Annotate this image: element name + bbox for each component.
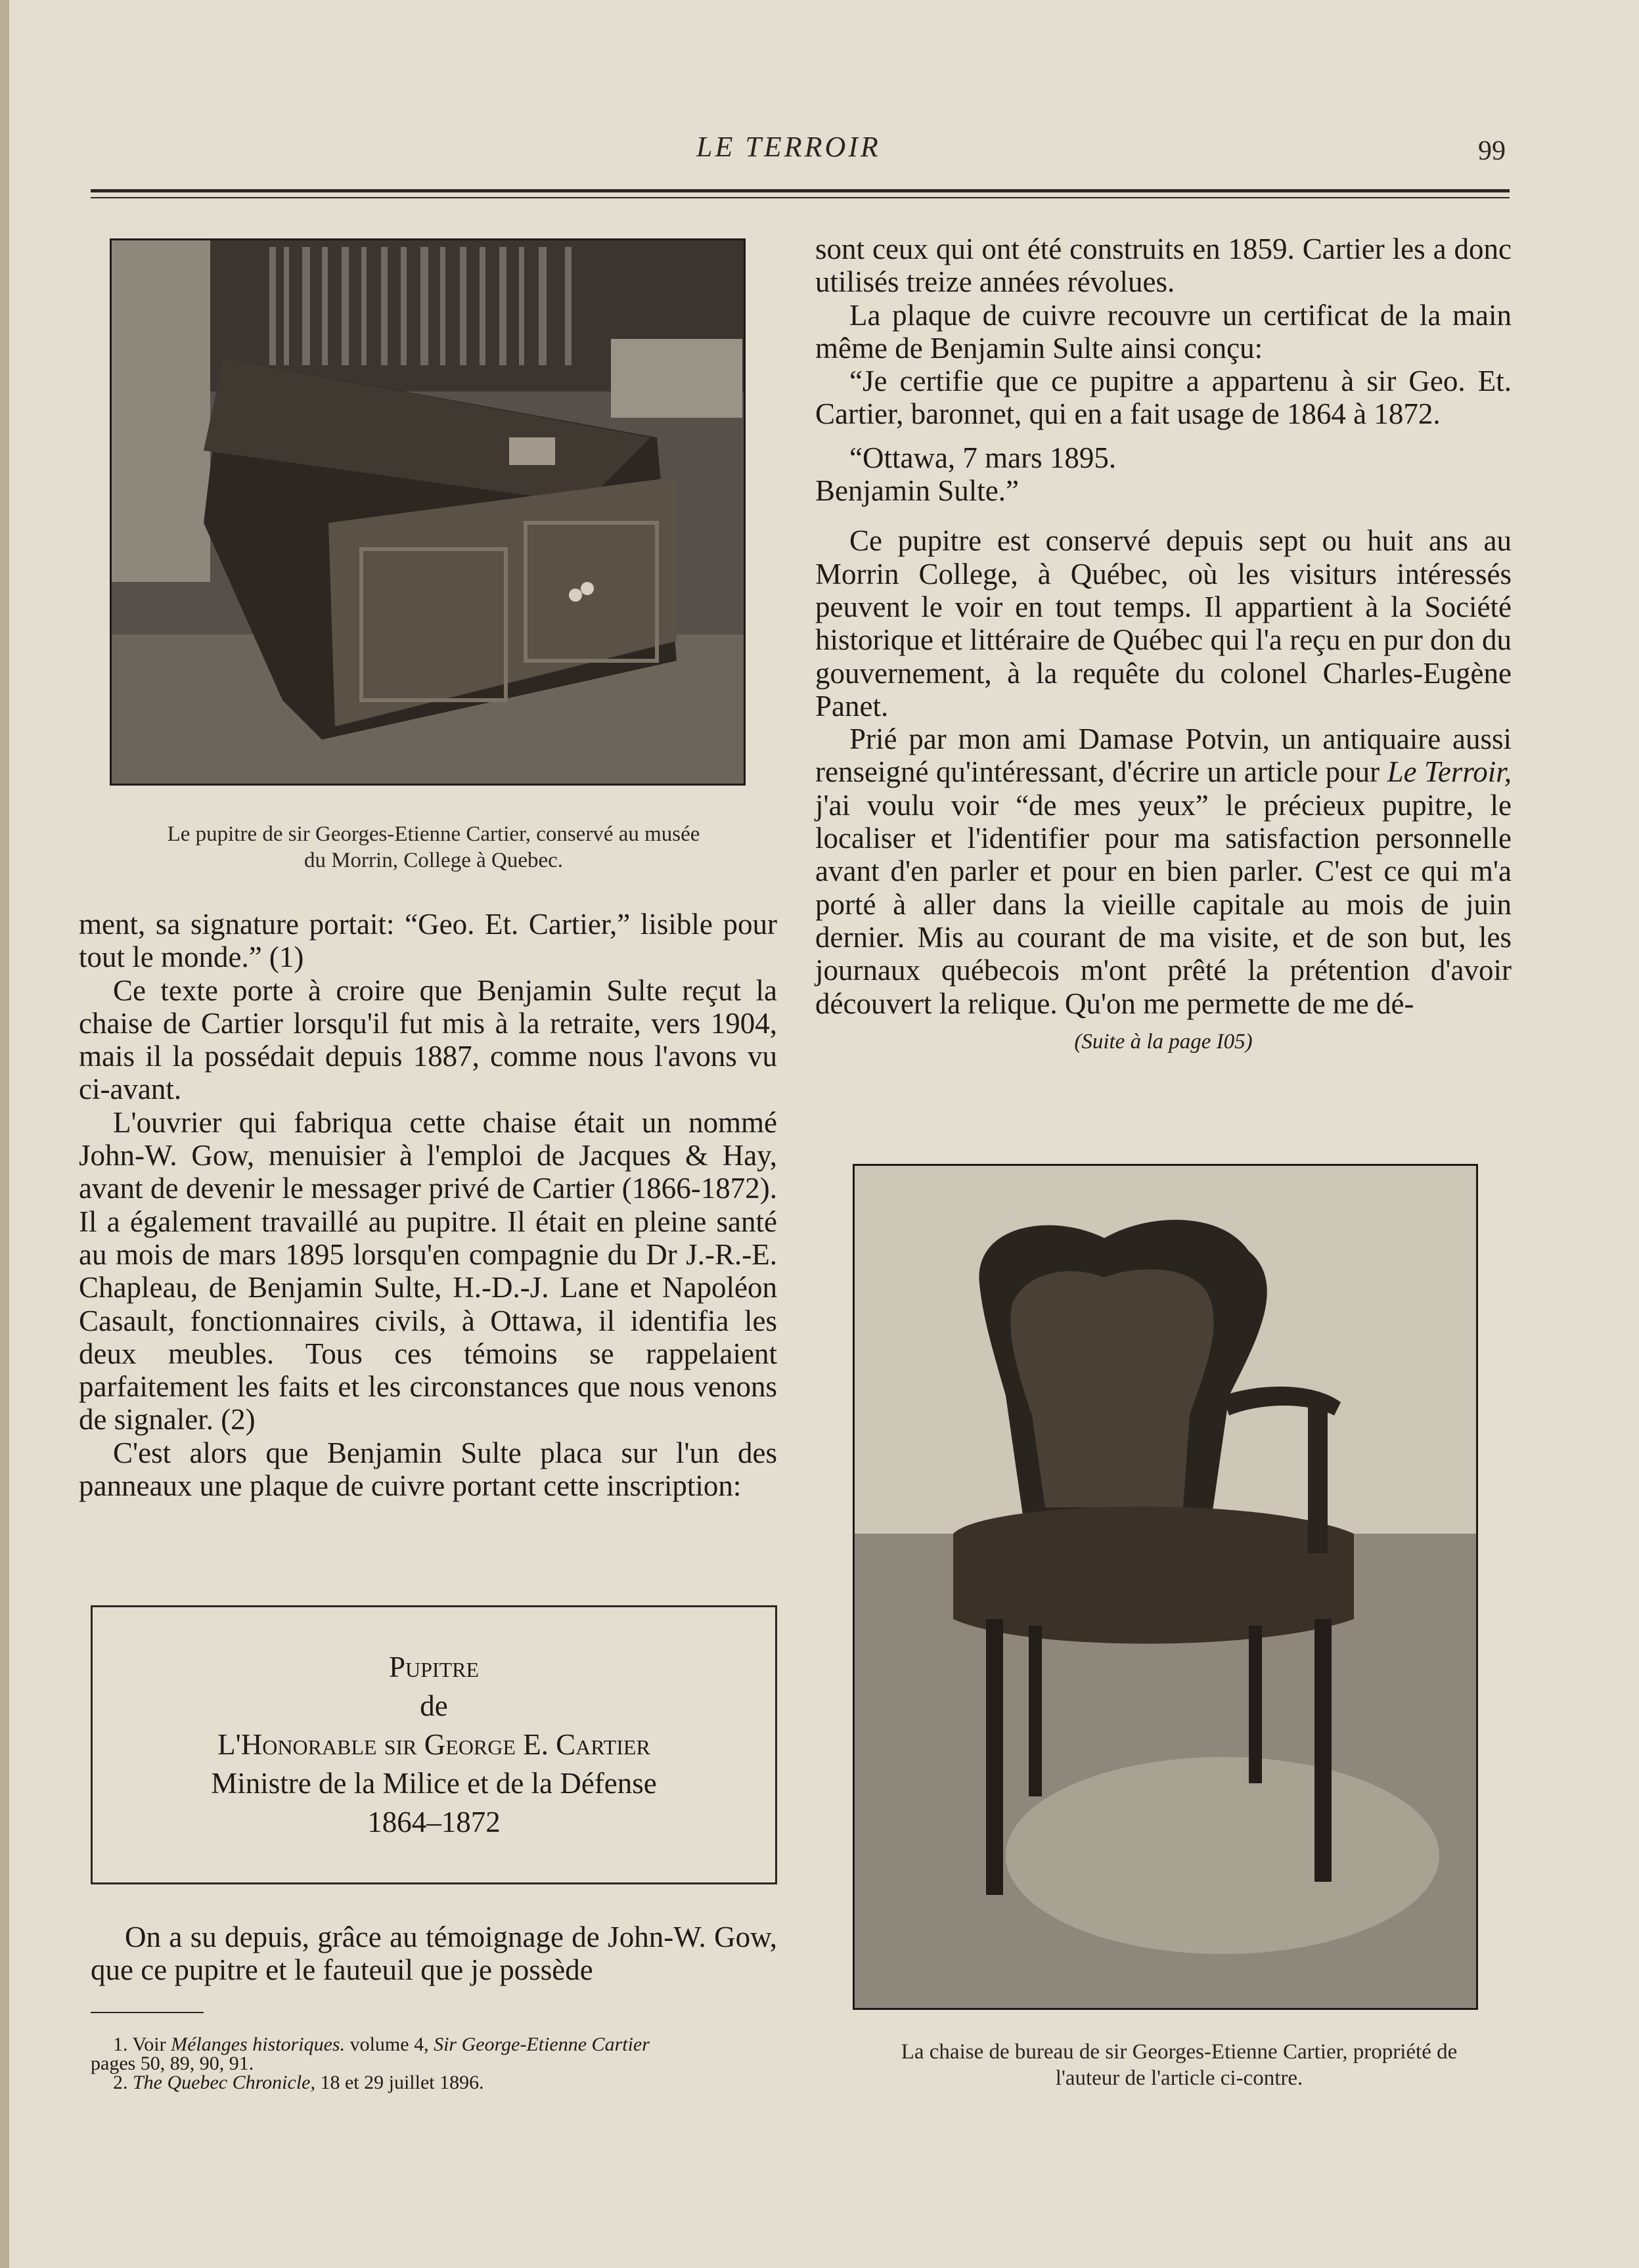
footnote-1-part-a: 1. Voir <box>113 2034 171 2055</box>
footnote-1-part-d: Sir George-Etienne Cartier <box>434 2034 650 2055</box>
right-paragraph-3: “Je certifie que ce pupitre a appartenu à sir Geo. Et. Cartier, baronnet, qui en a fait usage de 1864 à 1872. <box>815 365 1512 431</box>
left-paragraph-1: ment, sa signature portait: “Geo. Et. Cartier,” lisible pour tout le monde.” (1) <box>79 908 777 974</box>
right-paragraph-7-italic: Le Terroir, <box>1387 755 1512 789</box>
right-paragraph-7 <box>815 723 1512 1020</box>
page-number: 99 <box>1478 136 1506 166</box>
chair-photo-icon <box>855 1166 1476 2008</box>
chair-photo <box>853 1164 1478 2010</box>
desk-caption <box>79 821 788 874</box>
right-signature: Benjamin Sulte.” <box>815 474 1019 508</box>
left-paragraph-5: On a su depuis, grâce au témoignage de John-W. Gow, que ce pupitre et le fauteuil que je possède <box>91 1921 777 1987</box>
left-paragraph-3: L'ouvrier qui fabriqua cette chaise était un nommé John-W. Gow, menuisier à l'emploi de Jacques & Hay, avant de devenir le messager privé de Cartier (1866-1872). Il a également travaillé au pupitre. Il était en pleine santé au mois de mars 1895 lorsqu'en compagnie du Dr J.-R.-E. Chapleau, de Benjamin Sulte, H.-D.-J. Lane et Napoléon Casault, fonctionnaires civils, à Ottawa, il identifia les deux meubles. Tous ces témoins se rappelaient parfaitement les faits et les circonstances que nous venons de signaler. (2) <box>79 1105 777 1436</box>
right-paragraph-4: “Ottawa, 7 mars 1895. <box>849 441 1117 474</box>
footnote-1 <box>91 2035 794 2054</box>
chair-caption <box>815 2039 1544 2091</box>
desk-photo-icon <box>112 240 744 784</box>
plaque-line4: Ministre de la Milice et de la Défense <box>211 1767 657 1800</box>
desk-caption-line1: Le pupitre de sir Georges-Etienne Cartier, conservé au musée <box>167 822 700 846</box>
footnote-1-continued: pages 50, 89, 90, 91. <box>91 2053 254 2074</box>
plaque-line2: de <box>420 1689 448 1722</box>
chair-caption-line2: l'auteur de l'article ci-contre. <box>1055 2066 1303 2090</box>
footnote-1-part-b: Mélanges historiques. <box>171 2034 346 2055</box>
footnotes <box>91 2035 794 2092</box>
left-paragraph-2: Ce texte porte à croire que Benjamin Sulte reçut la chaise de Cartier lorsqu'il fut mis à la retraite, vers 1904, mais il la possédait depuis 1887, comme nous l'avons vu ci-avant. <box>79 973 777 1106</box>
left-column <box>79 908 777 1502</box>
right-paragraph-2: La plaque de cuivre recouvre un certificat de la main même de Benjamin Sulte ainsi conçu: <box>815 298 1512 365</box>
desk-caption-line2: du Morrin, College à Quebec. <box>303 849 564 872</box>
plaque-inscription <box>91 1605 777 1884</box>
scan-edge <box>0 0 9 2268</box>
desk-photo <box>110 238 746 786</box>
continued-note: (Suite à la page I05) <box>1074 1029 1253 1054</box>
chair-caption-line1: La chaise de bureau de sir Georges-Etienne Cartier, propriété de <box>901 2040 1458 2064</box>
header-rule-thin <box>91 197 1510 198</box>
footnote-2-part-b: The Quebec Chronicle, <box>133 2072 315 2093</box>
right-paragraph-1: sont ceux qui ont été construits en 1859. Cartier les a donc utilisés treize années révolues. <box>815 233 1512 299</box>
right-column <box>815 233 1512 1058</box>
footnote-1-part-c: volume 4, <box>345 2034 434 2055</box>
right-paragraph-6: Ce pupitre est conservé depuis sept ou huit ans au Morrin College, à Québec, où les visiturs intéressés peuvent le voir en tout temps. Il appartient à la Société historique et littéraire de Québec qui l'a reçu en pur don du gouvernement, à la requête du colonel Charles-Eugène Panet. <box>815 524 1512 723</box>
footnote-2-part-c: 18 et 29 juillet 1896. <box>315 2072 484 2093</box>
footnote-rule <box>91 2012 204 2013</box>
right-paragraph-7-before: Prié par mon ami Damase Potvin, un antiquaire aussi renseigné qu'intéressant, d'écrire un article pour <box>815 723 1512 789</box>
running-header-title: LE TERROIR <box>696 131 881 163</box>
header-rule-thick <box>91 189 1510 192</box>
left-paragraph-4: C'est alors que Benjamin Sulte placa sur l'un des panneaux une plaque de cuivre portant cette inscription: <box>79 1436 777 1503</box>
plaque-line3: L'Honorable sir George E. Cartier <box>217 1728 650 1761</box>
plaque-line1: Pupitre <box>388 1651 480 1683</box>
right-paragraph-7-after: j'ai voulu voir “de mes yeux” le précieux pupitre, le localiser et l'identifier pour ma satisfaction personnelle avant d'en parler et pour en bien parler. C'est ce qui m'a porté à aller dans la vieille capitale au mois de juin dernier. Mis au courant de ma visite, et de son but, les journaux québecois m'ont prêté la prétention d'avoir découvert la relique. Qu'on me permette de me dé- <box>815 788 1512 1020</box>
footnote-2-part-a: 2. <box>113 2072 133 2093</box>
plaque-line5: 1864–1872 <box>367 1806 501 1838</box>
left-column-after-plaque <box>91 1921 777 1987</box>
footnote-2 <box>91 2073 794 2092</box>
